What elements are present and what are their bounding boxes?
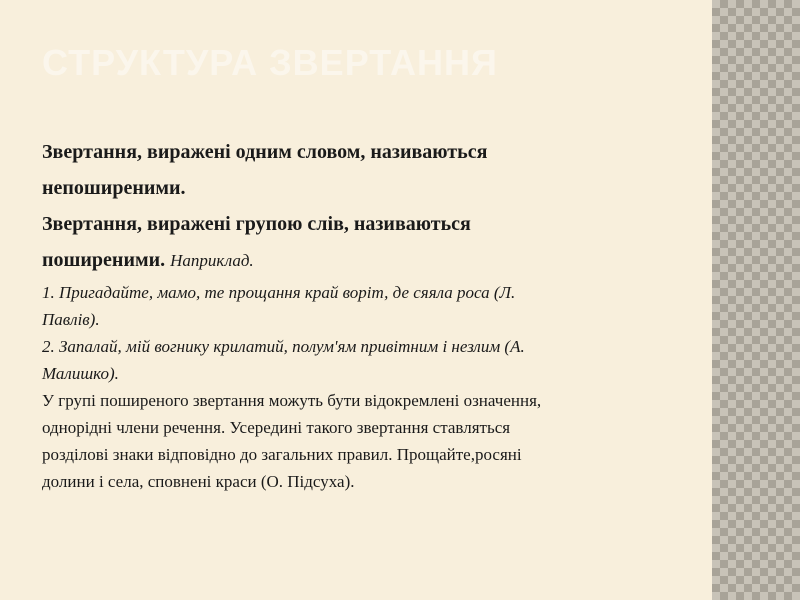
bold-line-4-text: поширеними. [42,249,166,271]
bold-line-4 [42,242,662,279]
paragraph-line-2: однорідні члени речення. Усередині такого звертання ставляться [42,418,511,437]
slide-title: СТРУКТУРА ЗВЕРТАННЯ [42,42,498,83]
decorative-side-pattern [712,0,800,600]
bold-line-2: непоширеними. [42,177,186,199]
paragraph-line-1: У групі поширеного звертання можуть бути відокремлені означення, [42,391,542,410]
paragraph-line-4: долини і села, сповнені краси (О. Підсуха). [42,472,355,491]
bold-line-1: Звертання, виражені одним словом, називаються [42,141,488,163]
example-line-1: 1. Пригадайте, мамо, те прощання край воріт, де сяяла роса (Л. [42,283,516,302]
example-line-2: Павлів). [42,310,100,329]
slide-body [42,134,662,495]
example-intro: Наприклад. [170,251,254,270]
example-line-4: Малишко). [42,364,119,383]
bold-line-3: Звертання, виражені групою слів, називаються [42,213,471,235]
example-line-3: 2. Запалай, мій вогнику крилатий, полум'ям привітним і незлим (А. [42,337,525,356]
paragraph-line-3: розділові знаки відповідно до загальних правил. Прощайте,росяні [42,445,522,464]
